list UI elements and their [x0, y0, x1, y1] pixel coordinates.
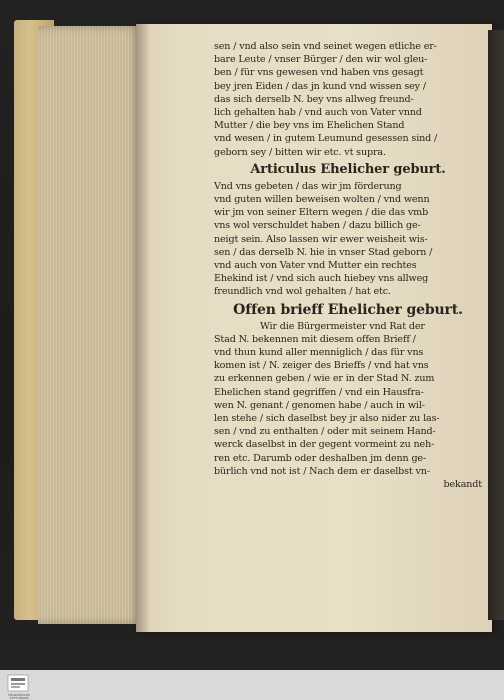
catchword: bekandt	[443, 479, 482, 491]
text-line: Stad N. bekennen mit diesem offen Brieff /	[214, 333, 416, 345]
text-line: das sich derselb N. bey vns allweg freund-	[214, 93, 414, 105]
paragraph-2	[214, 180, 482, 299]
text-line: ren etc. Darumb oder deshalben jm denn ge-	[214, 452, 427, 464]
text-line: vnd thun kund aller menniglich / das für vns	[214, 347, 424, 359]
text-line: geborn sey / bitten wir etc. vt supra.	[214, 146, 386, 158]
text-line: Wir die Bürgermeister vnd Rat der	[260, 320, 425, 332]
text-line: sen / das derselb N. hie in vnser Stad geborn /	[214, 246, 433, 258]
text-line: vnd wesen / in gutem Leumund gesessen sind /	[214, 133, 438, 145]
text-line: neigt sein. Also lassen wir ewer weisheit wis-	[214, 233, 428, 245]
text-line: wen N. genant / genomen habe / auch in wil-	[214, 399, 425, 411]
text-line: sen / vnd zu enthalten / oder mit seinem Hand-	[214, 426, 436, 438]
page-text	[214, 40, 482, 491]
text-line: lich gehalten hab / vnd auch von Vater vnnd	[214, 107, 422, 119]
text-line: komen ist / N. zeiger des Brieffs / vnd hat vns	[214, 360, 429, 372]
institution-logo-text: FRANCKESCHE STIFTUNGEN	[7, 693, 31, 700]
text-line: zu erkennen geben / wie er in der Stad N. zum	[214, 373, 435, 385]
section-heading-articulus: Articulus Ehelicher geburt.	[250, 161, 446, 177]
paragraph-3	[214, 320, 482, 478]
viewer-footer-bar	[0, 670, 504, 700]
text-line: Mutter / die bey vns im Ehelichen Stand	[214, 120, 405, 132]
text-line: Vnd vns gebeten / das wir jm förderung	[214, 180, 402, 192]
text-line: wir jm von seiner Eltern wegen / die das vmb	[214, 207, 429, 219]
text-line: vnd auch von Vater vnd Mutter ein rechtes	[214, 260, 417, 272]
paragraph-1	[214, 40, 482, 159]
text-line: Ehelichen stand gegriffen / vnd ein Hausfra-	[214, 386, 424, 398]
text-line: bürlich vnd not ist / Nach dem er daselbst vn-	[214, 465, 430, 477]
text-line: werck daselbst in der gegent vormeint zu neh-	[214, 439, 435, 451]
text-line: Ehekind ist / vnd sich auch hiebey vns allweg	[214, 273, 429, 285]
page-fold-shadow	[136, 24, 150, 632]
right-cover-edge	[488, 30, 504, 620]
text-line: vnd guten willen beweisen wolten / vnd wenn	[214, 194, 430, 206]
text-line: bare Leute / vnser Bürger / den wir wol gleu-	[214, 54, 428, 66]
text-line: len stehe / sich daselbst bey jr also nider zu las-	[214, 413, 440, 425]
text-line: bey jren Eiden / das jn kund vnd wissen sey /	[214, 80, 426, 92]
section-heading-offen-brieff: Offen brieff Ehelicher geburt.	[233, 301, 463, 318]
page-edges	[38, 26, 142, 624]
text-line: vns wol verschuldet haben / dazu billich ge-	[214, 220, 421, 232]
text-line: ben / für vns gewesen vnd haben vns gesagt	[214, 67, 424, 79]
text-line: sen / vnd also sein vnd seinet wegen etliche er-	[214, 41, 437, 52]
text-line: freundlich vnd wol gehalten / hat etc.	[214, 286, 391, 298]
